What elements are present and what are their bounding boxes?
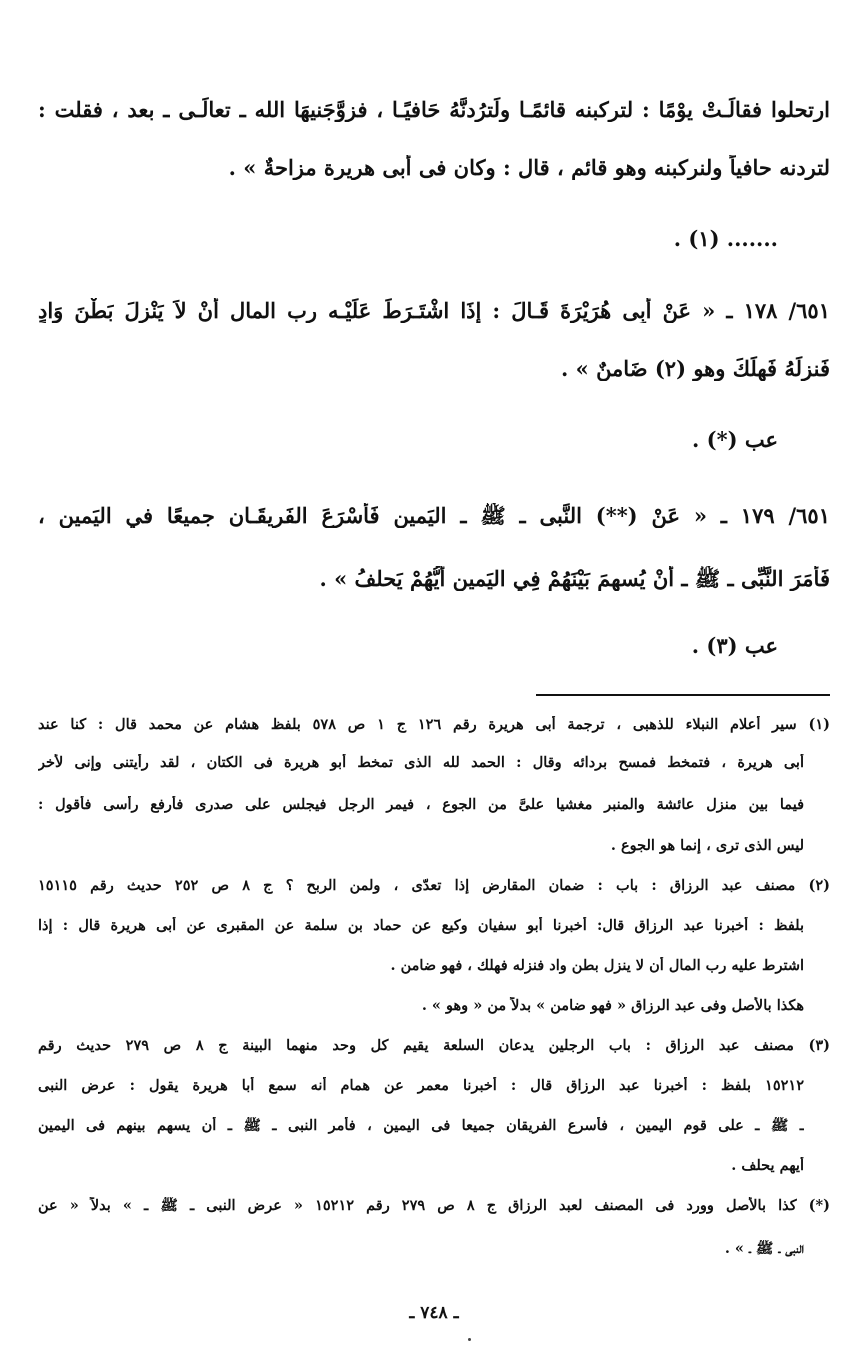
footnote-3-line: ـ ﷺ ـ على قوم اليمين ، فأسرع الفريقان جميعا فى اليمين ، فأمر النبى ـ ﷺ ـ أن يسهم بينهم فى اليمين xyxy=(38,1117,804,1134)
footnote-3-line: أيهم يحلف . xyxy=(731,1157,804,1174)
footnote-3-line: (٣) مصنف عبد الرزاق : باب الرجلين يدعان السلعة يقيم كل وحد منهما البينة ج ٨ ص ٢٧٩ حديث رقم xyxy=(38,1037,830,1054)
footnote-1-line: ليس الذى ترى ، إنما هو الجوع . xyxy=(610,837,804,854)
hadith-178-line: ٦٥١/ ١٧٨ ـ « عَنْ أَبِى هُرَيْرَةَ قَـالَ : إذَا اشْتَـرَطَ عَلَيْـه رب المال أَنْ لاَ يَنْزِلَ بَطْنَ وَادٍ xyxy=(38,298,830,323)
hadith-179-line: فَأَمَرَ النَّبِّى ـ ﷺ ـ أَنْ يُسهمَ بَيْنَهُمْ فِي اليَمين أَيُّهُمْ يَحلفُ » . xyxy=(319,566,830,591)
footnote-star-line: النبى ـ ﷺ ـ » . xyxy=(724,1240,804,1257)
footnote-2-line: هكذا بالأصل وفى عبد الرزاق « فهو ضامن » بدلاً من « وهو » . xyxy=(421,997,804,1014)
footnote-3-line: ١٥٢١٢ بلفظ : أخبرنا عبد الرزاق قال : أخبرنا معمر عن همام أنه سمع أبا هريرة يقول : عرض النبى xyxy=(38,1077,804,1094)
hadith-179-source: عب (٣) . xyxy=(691,633,778,658)
footnote-star-line: (*) كذا بالأصل وورد فى المصنف لعبد الرزاق ج ٨ ص ٢٧٩ رقم ١٥٢١٢ « عرض النبى ـ ﷺ ـ » بدلاً « عن xyxy=(38,1197,830,1214)
footnote-1-line: (١) سير أعلام النبلاء للذهبى ، ترجمة أبى هريرة رقم ١٢٦ ج ١ ص ٥٧٨ بلفظ هشام عن محمد قال : كنا عند xyxy=(38,716,830,733)
hadith-179-line: ٦٥١/ ١٧٩ ـ « عَنْ (**) النَّبى ـ ﷺ ـ اليَمين فَأَسْرَعَ الفَريقَـان جميعًا في اليَمين ، xyxy=(38,503,830,528)
footnote-separator xyxy=(536,694,830,696)
footnote-2-line: (٢) مصنف عبد الرزاق : باب : ضمان المقارض إذا تعدّى ، ولمن الربح ؟ ج ٨ ص ٢٥٢ حديث رقم ١٥١١٥ xyxy=(38,877,830,894)
hadith-178-source: عب (*) . xyxy=(692,427,778,452)
footnote-1-line: فيما بين منزل عائشة والمنبر مغشيا علىَّ من الجوع ، فيمر الرجل فيجلس على صدرى فأرفع رأسى فأقول : xyxy=(38,796,804,813)
hadith-178-line: فَنزلَهُ فَهلَكَ وهو (٢) ضَامنٌ » . xyxy=(561,356,830,381)
paragraph-line: ....... (١) . xyxy=(673,226,778,251)
paragraph-line: ارتحلوا فقالَـتْ يوْمًا : لتركبنه قائمًـا ولَترُدنَّهُ حَافيًـا ، فزوَّجَنيهَا الله ـ تعالَـى ـ بعد ، فقلت : xyxy=(38,97,830,122)
paragraph-line: لتردنه حافياً ولنركبنه وهو قائم ، قال : وكان فى أبى هريرة مزاحةٌ » . xyxy=(228,155,830,180)
scan-speck xyxy=(468,1338,471,1341)
footnote-2-line: بلفظ : أخبرنا عبد الرزاق قال: أخبرنا أبو سفيان وكيع عن حماد بن سلمة عن المقبرى عن أبى هريرة قال : إذا xyxy=(38,917,804,934)
page-number: ـ ٧٤٨ ـ xyxy=(409,1303,459,1323)
footnote-1-line: أبى هريرة ، فتمخط فمسح بردائه وقال : الحمد لله الذى تمخط أبو هريرة فى الكتان ، لقد رأيتنى وإنى لأخر xyxy=(38,754,804,771)
footnote-2-line: اشترط عليه رب المال أن لا ينزل بطن واد فنزله فهلك ، فهو ضامن . xyxy=(390,957,804,974)
